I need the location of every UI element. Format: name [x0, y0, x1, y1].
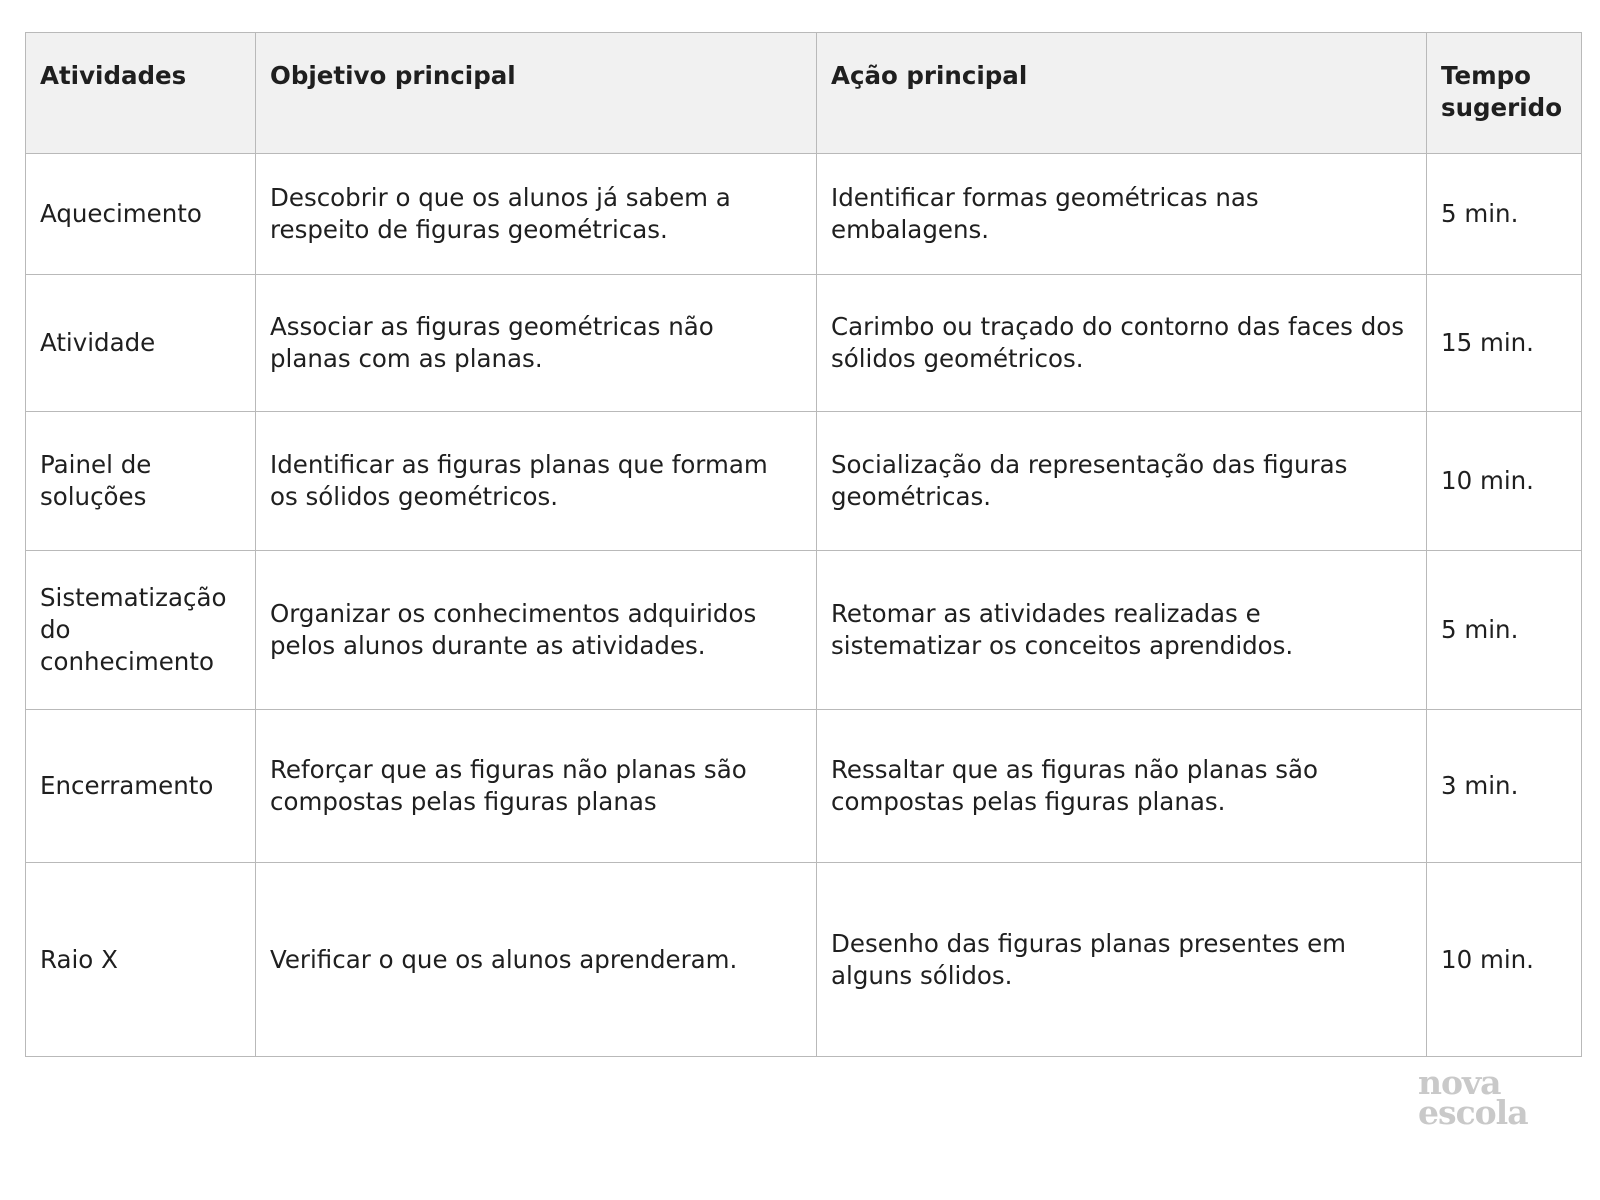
cell-acao: Retomar as atividades realizadas e sistematizar os conceitos aprendidos.: [817, 551, 1427, 710]
cell-acao: Carimbo ou traçado do contorno das faces dos sólidos geométricos.: [817, 275, 1427, 412]
table-row: [26, 710, 1582, 863]
cell-acao: Ressaltar que as figuras não planas são compostas pelas figuras planas.: [817, 710, 1427, 863]
cell-atividade: Sistematização do conhecimento: [26, 551, 256, 710]
header-acao: Ação principal: [817, 33, 1427, 154]
cell-objetivo: Reforçar que as figuras não planas são compostas pelas figuras planas: [256, 710, 817, 863]
header-row: [26, 33, 1582, 154]
table-row: [26, 551, 1582, 710]
cell-tempo: 10 min.: [1427, 863, 1582, 1057]
cell-acao: Socialização da representação das figuras geométricas.: [817, 412, 1427, 551]
cell-objetivo: Organizar os conhecimentos adquiridos pelos alunos durante as atividades.: [256, 551, 817, 710]
table-row: [26, 863, 1582, 1057]
header-tempo: Tempo sugerido: [1427, 33, 1582, 154]
cell-atividade: Atividade: [26, 275, 256, 412]
cell-objetivo: Verificar o que os alunos aprenderam.: [256, 863, 817, 1057]
cell-tempo: 10 min.: [1427, 412, 1582, 551]
cell-atividade: Raio X: [26, 863, 256, 1057]
header-objetivo: Objetivo principal: [256, 33, 817, 154]
logo-line-escola: escola: [1418, 1093, 1528, 1132]
cell-tempo: 3 min.: [1427, 710, 1582, 863]
cell-atividade: Encerramento: [26, 710, 256, 863]
cell-atividade: Painel de soluções: [26, 412, 256, 551]
table-row: [26, 154, 1582, 275]
cell-acao: Identificar formas geométricas nas embalagens.: [817, 154, 1427, 275]
table-row: [26, 275, 1582, 412]
header-atividades: Atividades: [26, 33, 256, 154]
logo-line-nova: nova: [1418, 1063, 1501, 1102]
cell-objetivo: Identificar as figuras planas que formam os sólidos geométricos.: [256, 412, 817, 551]
cell-tempo: 5 min.: [1427, 154, 1582, 275]
nova-escola-logo: [1418, 1063, 1528, 1132]
cell-tempo: 15 min.: [1427, 275, 1582, 412]
cell-tempo: 5 min.: [1427, 551, 1582, 710]
cell-acao: Desenho das figuras planas presentes em alguns sólidos.: [817, 863, 1427, 1057]
lesson-plan-table: [25, 32, 1582, 1057]
cell-objetivo: Associar as figuras geométricas não planas com as planas.: [256, 275, 817, 412]
cell-objetivo: Descobrir o que os alunos já sabem a respeito de figuras geométricas.: [256, 154, 817, 275]
cell-atividade: Aquecimento: [26, 154, 256, 275]
table-row: [26, 412, 1582, 551]
